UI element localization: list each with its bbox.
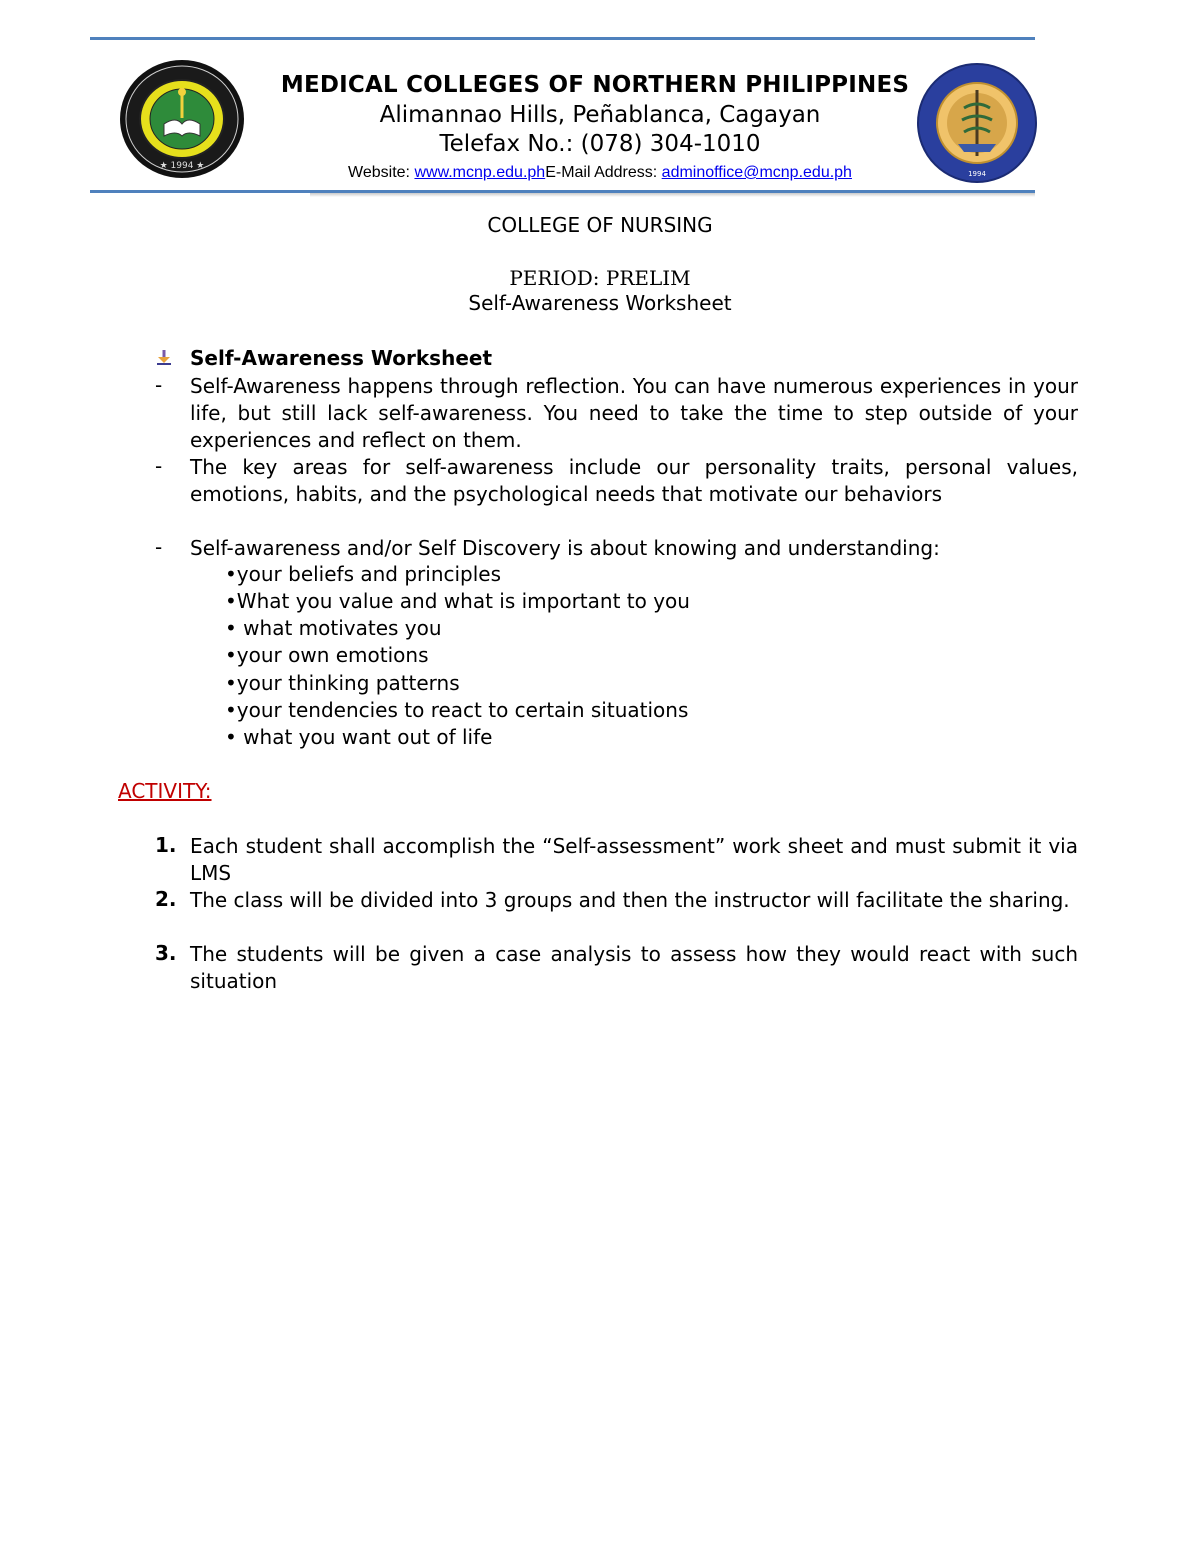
contact-line xyxy=(240,164,960,182)
email-label: E-Mail Address: xyxy=(545,164,662,181)
email-link[interactable]: adminoffice@mcnp.edu.ph xyxy=(661,164,852,181)
point-text: Self-Awareness happens through reflection. You can have numerous experiences in your life, but still lack self-awareness. You need to take the time to step outside of your experiences and reflect on them. xyxy=(190,374,1078,452)
list-item: •What you value and what is important to you xyxy=(225,589,690,613)
point-dash: - xyxy=(155,373,163,397)
institution-name: MEDICAL COLLEGES OF NORTHERN PHILIPPINES xyxy=(280,72,910,98)
period-title: PERIOD: PRELIM xyxy=(509,266,691,290)
worksheet-title: Self-Awareness Worksheet xyxy=(468,291,732,315)
activity-text: The students will be given a case analysis to assess how they would react with such situation xyxy=(190,942,1078,993)
list-item: •your beliefs and principles xyxy=(225,562,502,586)
point-text: The key areas for self-awareness include our personality traits, personal values, emotions, habits, and the psychological needs that motivate our behaviors xyxy=(190,455,1078,506)
activity-number: 3. xyxy=(155,941,177,965)
activity-text: The class will be divided into 3 groups and then the instructor will facilitate the sharing. xyxy=(190,888,1070,912)
svg-text:1994: 1994 xyxy=(968,170,986,178)
activity-heading: ACTIVITY: xyxy=(118,779,212,803)
institution-address: Alimannao Hills, Peñablanca, Cagayan xyxy=(379,102,821,128)
telefax-number: Telefax No.: (078) 304-1010 xyxy=(439,131,761,157)
point-dash: - xyxy=(155,535,163,559)
point-text: Self-awareness and/or Self Discovery is about knowing and understanding: xyxy=(190,536,940,560)
activity-text: Each student shall accomplish the “Self-assessment” work sheet and must submit it via LMS xyxy=(190,834,1078,885)
section-arrow-icon xyxy=(155,349,173,371)
list-item: •your own emotions xyxy=(225,643,429,667)
list-item: • what motivates you xyxy=(225,616,442,640)
list-item: •your thinking patterns xyxy=(225,671,460,695)
activity-number: 2. xyxy=(155,887,177,911)
website-label: Website: xyxy=(348,164,415,181)
activity-number: 1. xyxy=(155,833,177,857)
list-item: • what you want out of life xyxy=(225,725,493,749)
point-dash: - xyxy=(155,454,163,478)
header-bottom-shadow xyxy=(310,193,1035,197)
section-heading: Self-Awareness Worksheet xyxy=(190,346,493,370)
college-title: COLLEGE OF NURSING xyxy=(487,213,713,237)
list-item: •your tendencies to react to certain situations xyxy=(225,698,689,722)
svg-text:★ 1994 ★: ★ 1994 ★ xyxy=(159,161,205,171)
website-link[interactable]: www.mcnp.edu.ph xyxy=(414,164,546,181)
header-top-rule xyxy=(90,37,1035,40)
